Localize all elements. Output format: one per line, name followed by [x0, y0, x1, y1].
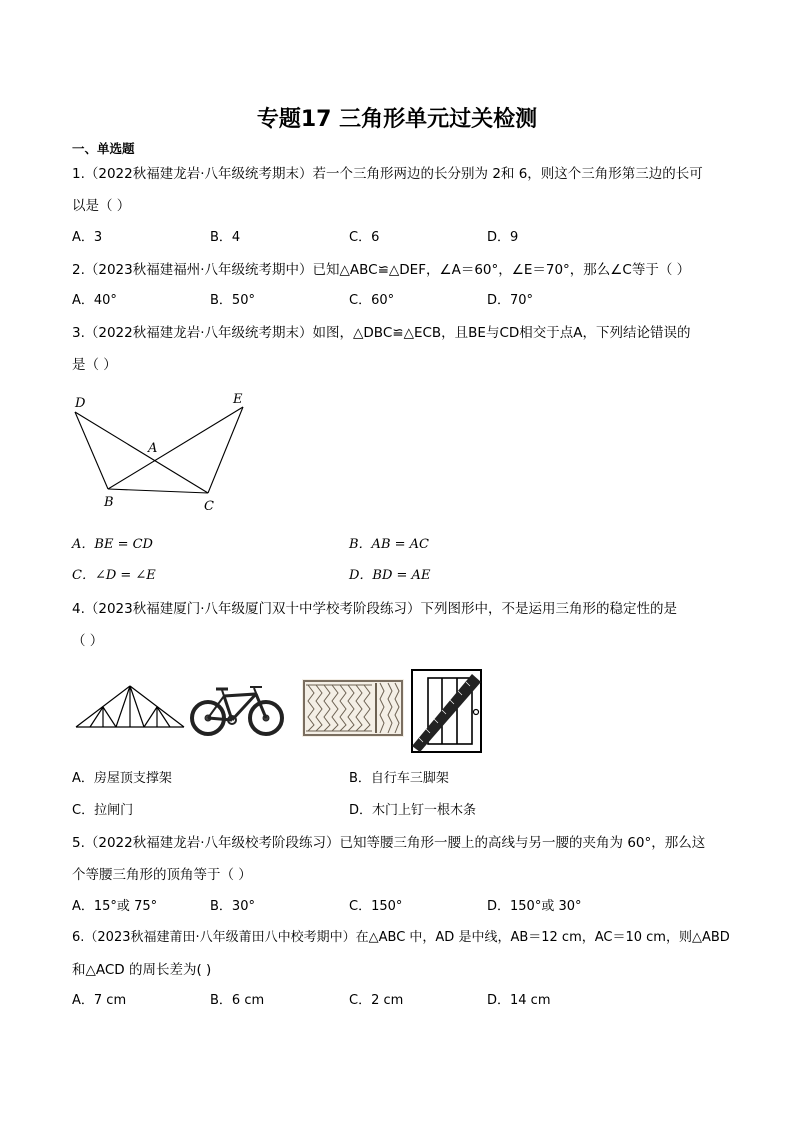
- q5-option-a: A．15°或 75°: [72, 899, 158, 914]
- q4-stem-line1: 4.（2023秋福建厦门·八年级厦门双十中学校考阶段练习）下列图形中，不是运用三角形的稳定性的是: [72, 601, 678, 617]
- q6-option-b: B．6 cm: [210, 993, 265, 1008]
- segment-dc: [75, 412, 208, 493]
- q4-stem-line2: （ ）: [72, 633, 104, 649]
- q2-option-d: D．70°: [487, 293, 534, 308]
- q1-option-a: A．3: [72, 230, 103, 245]
- q1-option-b: B．4: [210, 230, 241, 245]
- q2-stem-line1: 2.（2023秋福建福州·八年级统考期中）已知△ABC≌△DEF，∠A＝60°，∠E＝70°，那么∠C等于（ ）: [72, 262, 691, 278]
- q4-option-a: A．房屋顶支撑架: [72, 771, 172, 786]
- q3-option-a: A．BE = CD: [72, 537, 153, 552]
- section-heading: 一、单选题: [72, 141, 135, 156]
- roof-truss-image: [74, 683, 186, 731]
- edge-bc: [108, 489, 208, 493]
- door-brace-image: [410, 668, 484, 754]
- q3-option-d: D．BD = AE: [349, 568, 431, 583]
- q5-option-c: C．150°: [349, 899, 403, 914]
- q6-option-c: C．2 cm: [349, 993, 404, 1008]
- label-c: C: [204, 499, 214, 514]
- label-e: E: [233, 392, 243, 407]
- label-b: B: [104, 495, 114, 510]
- q5-stem-line2: 个等腰三角形的顶角等于（ ）: [72, 867, 252, 883]
- q5-stem-line1: 5.（2022秋福建龙岩·八年级校考阶段练习）已知等腰三角形一腰上的高线与另一腰的夹角为 60°，那么这: [72, 835, 706, 851]
- q1-stem-line1: 1.（2022秋福建龙岩·八年级统考期末）若一个三角形两边的长分别为 2和 6，则这个三角形第三边的长可: [72, 166, 703, 182]
- q2-option-b: B．50°: [210, 293, 255, 308]
- q4-option-c: C．拉闸门: [72, 803, 134, 818]
- q3-option-c: C．∠D = ∠E: [72, 568, 156, 583]
- bicycle-image: [188, 678, 286, 738]
- q3-stem-line1: 3.（2022秋福建龙岩·八年级统考期末）如图，△DBC≌△ECB，且BE与CD相交于点A，下列结论错误的: [72, 325, 691, 341]
- q2-option-a: A．40°: [72, 293, 117, 308]
- q3-option-b: B．AB = AC: [349, 537, 429, 552]
- q2-option-c: C．60°: [349, 293, 395, 308]
- q4-option-d: D．木门上钉一根木条: [349, 803, 477, 818]
- q1-option-c: C．6: [349, 230, 380, 245]
- q4-option-b: B．自行车三脚架: [349, 771, 449, 786]
- q6-stem-line2: 和△ACD 的周长差为( ): [72, 962, 212, 978]
- q3-triangle-figure: [60, 385, 260, 520]
- edge-ce: [208, 407, 243, 493]
- q3-stem-line2: 是（ ）: [72, 357, 117, 373]
- edge-db: [75, 412, 108, 489]
- q1-option-d: D．9: [487, 230, 519, 245]
- label-d: D: [75, 396, 86, 411]
- q5-option-d: D．150°或 30°: [487, 899, 582, 914]
- collapsible-gate-image: [302, 679, 404, 737]
- q6-option-a: A．7 cm: [72, 993, 127, 1008]
- label-a: A: [148, 441, 158, 456]
- page-title: 专题17 三角形单元过关检测: [256, 107, 538, 132]
- q6-option-d: D．14 cm: [487, 993, 551, 1008]
- segment-be: [108, 407, 243, 489]
- q1-stem-line2: 以是（ ）: [72, 198, 131, 214]
- q5-option-b: B．30°: [210, 899, 255, 914]
- q6-stem-line1: 6.（2023秋福建莆田·八年级莆田八中校考期中）在△ABC 中，AD 是中线，AB＝12 cm，AC＝10 cm，则△ABD: [72, 930, 730, 945]
